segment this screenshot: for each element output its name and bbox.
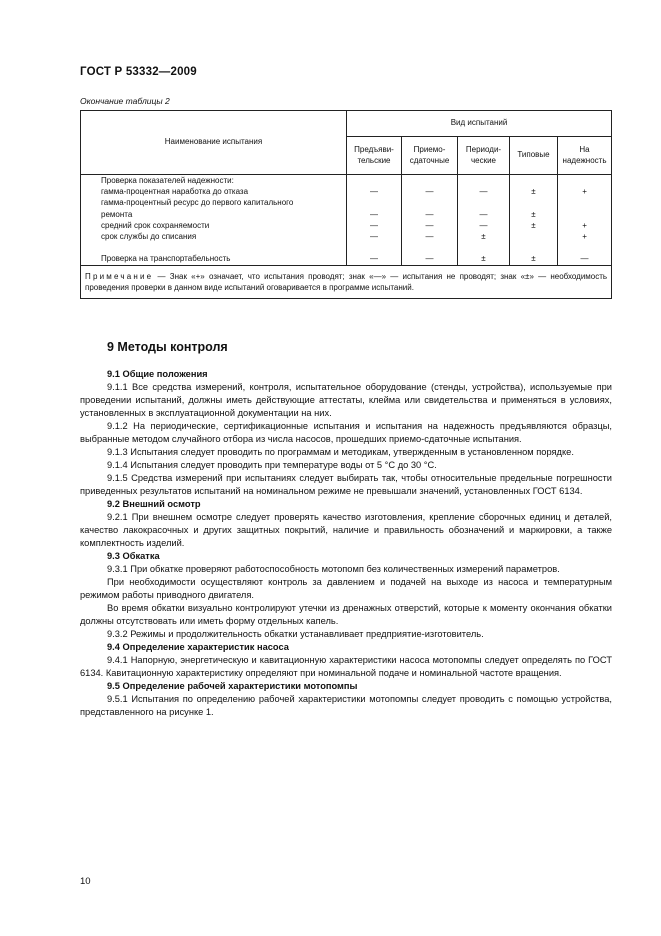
column-header-test-name: Наименование испытания: [81, 111, 347, 175]
table-note-row: [81, 265, 612, 298]
paragraph: 9.1.3 Испытания следует проводить по программам и методикам, утвержденным в установленном порядке.: [107, 447, 574, 457]
value-mark: ±: [531, 209, 536, 219]
table-body-row: [81, 175, 612, 266]
value-mark: [512, 197, 555, 208]
value-mark: +: [582, 231, 587, 241]
paragraph: 9.3.1 При обкатке проверяют работоспособность мотопомп без количественных измерений параметров.: [107, 564, 560, 574]
value-mark: —: [370, 209, 378, 219]
value-mark: [560, 209, 609, 220]
paragraph: 9.3.2 Режимы и продолжительность обкатки устанавливает предприятие-изготовитель.: [107, 629, 484, 639]
value-mark: ±: [481, 231, 486, 241]
paragraph: 9.1.1 Все средства измерений, контроля, испытательное оборудование (стенды, устройства), используемые при проведении испытаний, должны иметь действующие аттестаты, клейма или свидетельства и применяться в условиях, установленных в эксплуатационной документации на них.: [80, 382, 612, 418]
column-group-header: Вид испытаний: [347, 111, 612, 137]
test-name-line: гамма-процентная наработка до отказа: [101, 187, 249, 197]
value-mark: [460, 242, 507, 253]
section-title: 9 Методы контроля: [107, 340, 228, 354]
header-line: сдаточные: [409, 155, 450, 165]
values-acceptance: [402, 175, 458, 266]
table-caption: Окончание таблицы 2: [80, 96, 170, 106]
column-header: [510, 137, 558, 175]
paragraph: Во время обкатки визуально контролируют утечки из дренажных отверстий, которые к моменту окончания обкатки должны отсутствовать или иметь форму отдельных капель.: [80, 603, 612, 626]
values-reliability: [558, 175, 612, 266]
value-mark: ±: [531, 220, 536, 230]
header-line: На: [579, 145, 590, 154]
tests-table: [80, 110, 612, 299]
value-mark: +: [582, 187, 587, 197]
test-name-line: средний срок сохраняемости: [101, 220, 210, 230]
values-type: [510, 175, 558, 266]
test-name-line: гамма-процентный ресурс до первого капитального: [101, 198, 294, 208]
test-name-line: [101, 242, 344, 253]
value-mark: [560, 242, 609, 253]
table-note: [81, 265, 612, 298]
value-mark: [512, 242, 555, 253]
test-name-line: срок службы до списания: [101, 231, 197, 241]
value-mark: —: [425, 209, 434, 219]
value-mark: [404, 175, 455, 186]
value-mark: —: [479, 187, 488, 197]
values-periodic: [458, 175, 510, 266]
value-mark: —: [425, 220, 434, 230]
value-mark: [512, 175, 555, 186]
paragraph: При необходимости осуществляют контроль за давлением и подачей на выходе из насоса и температурным режимом работы приводного двигателя.: [80, 577, 612, 600]
column-header: [402, 137, 458, 175]
page-number: 10: [80, 876, 91, 887]
header-line: надежность: [562, 155, 607, 165]
value-mark: —: [370, 187, 378, 197]
document-id-header: ГОСТ Р 53332—2009: [80, 66, 197, 78]
header-line: Предъяви-: [354, 145, 394, 154]
value-mark: [404, 242, 455, 253]
subsection-heading: 9.1 Общие положения: [107, 369, 208, 379]
column-header: [458, 137, 510, 175]
note-text: — Знак «+» означает, что испытания проводят; знак «—» — испытания не проводят; знак «±» — необходимость проведения проверки в данном виде испытаний оговаривается в программе испытаний.: [85, 271, 608, 292]
paragraph: 9.5.1 Испытания по определению рабочей характеристики мотопомпы следует проводить с помощью устройства, представленного на рисунке 1.: [80, 694, 612, 717]
value-mark: —: [370, 254, 378, 264]
value-mark: —: [479, 209, 488, 219]
value-mark: [404, 197, 455, 208]
value-mark: [349, 242, 399, 253]
value-mark: [349, 197, 399, 208]
column-header: [347, 137, 402, 175]
subsection-heading: 9.3 Обкатка: [107, 551, 160, 561]
paragraph: 9.1.4 Испытания следует проводить при температуре воды от 5 °С до 30 °С.: [107, 460, 437, 470]
value-mark: —: [479, 220, 488, 230]
test-name-line: ремонта: [101, 209, 133, 219]
paragraph: 9.1.2 На периодические, сертификационные испытания и испытания на надежность предъявляются образцы, выбранные методом случайного отбора из числа насосов, прошедших приемо-сдаточные испытания.: [80, 421, 612, 444]
test-name-line: Проверка на транспортабельность: [101, 254, 231, 264]
paragraph: 9.4.1 Напорную, энергетическую и кавитационную характеристики насоса мотопомпы следует определять по ГОСТ 6134. Кавитационную характеристику определяют при номинальной подаче и номинальной частоте вращения.: [80, 655, 612, 678]
test-names-cell: [81, 175, 347, 266]
value-mark: —: [425, 231, 434, 241]
test-name-line: Проверка показателей надежности:: [101, 176, 234, 185]
header-line: Приемо-: [413, 145, 446, 154]
header-line: Типовые: [517, 150, 550, 160]
value-mark: [349, 175, 399, 186]
value-mark: [560, 197, 609, 208]
column-header: [558, 137, 612, 175]
value-mark: ±: [531, 187, 536, 197]
subsection-heading: 9.4 Определение характеристик насоса: [107, 642, 289, 652]
header-line: тельские: [357, 155, 391, 165]
value-mark: [460, 197, 507, 208]
header-line: Периоди-: [465, 145, 502, 154]
header-line: ческие: [470, 155, 497, 165]
value-mark: [560, 175, 609, 186]
note-label: Примечание: [85, 271, 154, 281]
subsection-heading: 9.2 Внешний осмотр: [107, 499, 201, 509]
paragraph: 9.1.5 Средства измерений при испытаниях следует выбирать так, чтобы относительные предельные погрешности приведенных результатов испытаний на номинальном режиме не превышали значений, установленных ГОСТ 6134.: [80, 473, 612, 496]
section-content: [80, 368, 612, 719]
subsection-heading: 9.5 Определение рабочей характеристики мотопомпы: [107, 681, 358, 691]
value-mark: —: [425, 254, 434, 264]
value-mark: —: [580, 254, 589, 264]
value-mark: [460, 175, 507, 186]
value-mark: ±: [481, 254, 486, 264]
value-mark: +: [582, 220, 587, 230]
value-mark: [512, 231, 555, 242]
value-mark: —: [370, 220, 378, 230]
paragraph: 9.2.1 При внешнем осмотре следует проверять качество изготовления, крепление сборочных единиц и деталей, качество лакокрасочных и других защитных покрытий, наличие и правильность обозначений и маркировки, а также комплектность изделий.: [80, 512, 612, 548]
value-mark: —: [370, 231, 378, 241]
value-mark: ±: [531, 254, 536, 264]
values-preliminary: [347, 175, 402, 266]
value-mark: —: [425, 187, 434, 197]
